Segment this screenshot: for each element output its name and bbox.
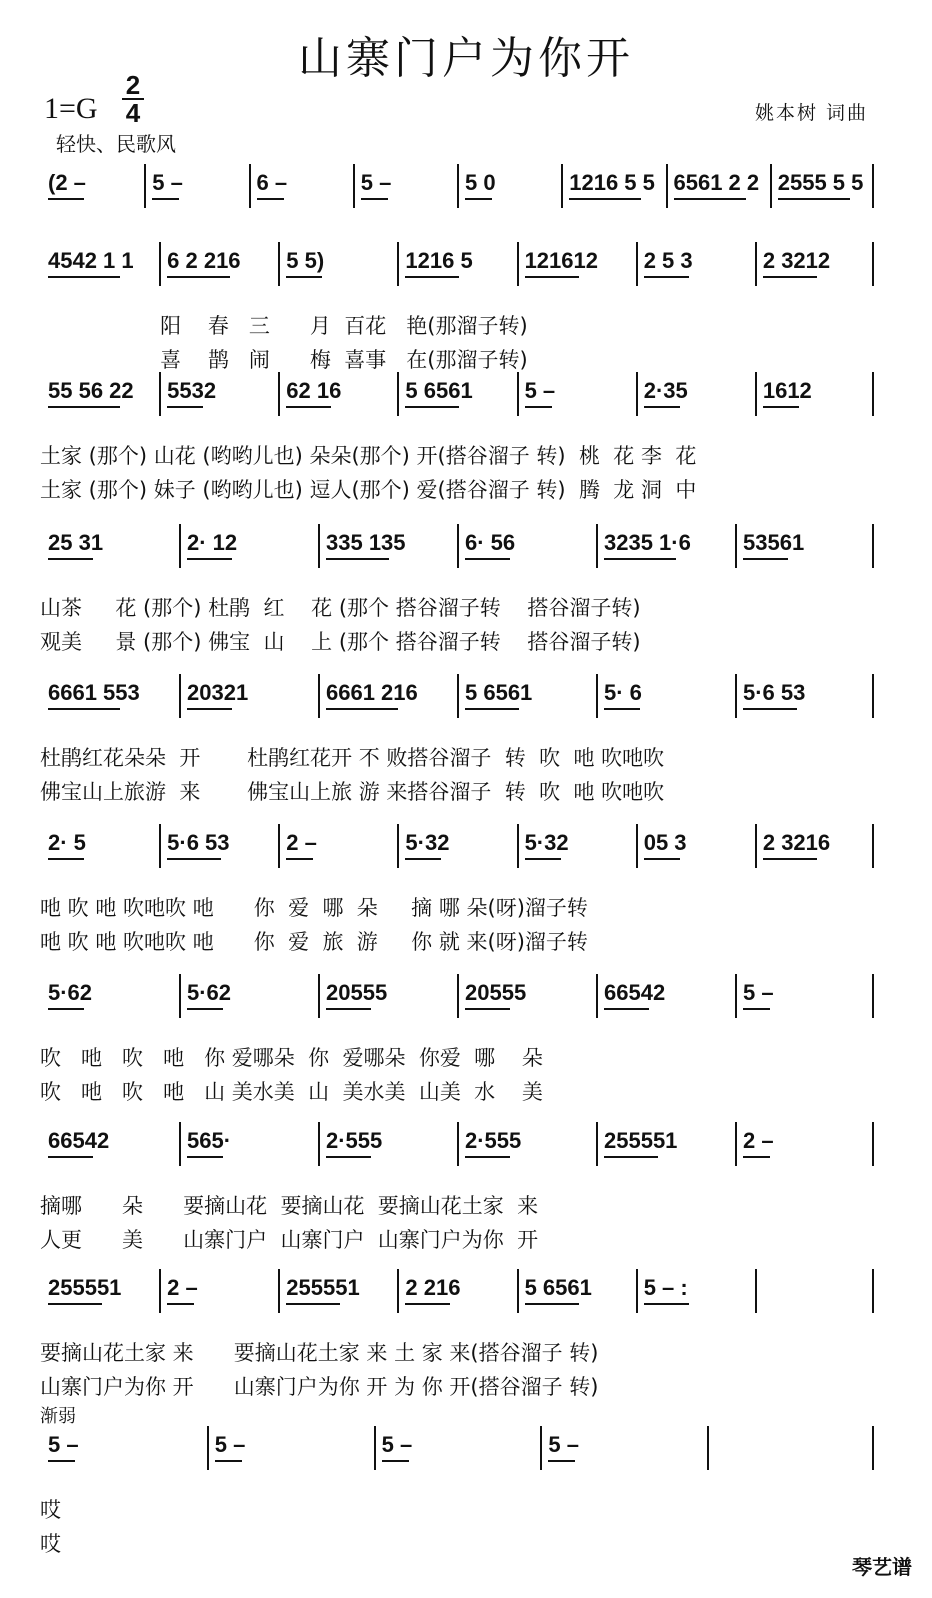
beam-line bbox=[465, 558, 510, 560]
measure: 6561 2 2 bbox=[673, 170, 760, 195]
beam-line bbox=[326, 1156, 371, 1158]
beam-line bbox=[286, 406, 331, 408]
lyric-line: 喜 鹊 闹 梅 喜事 在(那溜子转) bbox=[40, 348, 528, 372]
beam-line bbox=[743, 1008, 770, 1010]
score-system bbox=[40, 1275, 874, 1405]
lyric-line: 吹 吔 吹 吔 你 爱哪朵 你 爱哪朵 你爱 哪 朵 bbox=[40, 1046, 543, 1070]
time-signature bbox=[122, 72, 144, 126]
measure: 66542 bbox=[604, 980, 666, 1005]
lyric-line: 吔 吹 吔 吹吔吹 吔 你 爱 旅 游 你 就 来(呀)溜子转 bbox=[40, 930, 588, 954]
measure: 5 – bbox=[548, 1432, 579, 1457]
measure: 2·555 bbox=[465, 1128, 522, 1153]
bar-line bbox=[278, 824, 280, 868]
measure: 2555 5 5 bbox=[777, 170, 864, 195]
beam-line bbox=[604, 1008, 649, 1010]
bar-line bbox=[872, 1122, 874, 1166]
beam-line bbox=[525, 276, 579, 278]
watermark-logo: 琴艺谱 bbox=[852, 1555, 912, 1579]
beam-line bbox=[548, 1460, 575, 1462]
measure: 5 6561 bbox=[405, 378, 473, 403]
beam-line bbox=[326, 1008, 371, 1010]
measure: 2 216 bbox=[405, 1275, 461, 1300]
measure: 5· 6 bbox=[604, 680, 642, 705]
beam-line bbox=[405, 276, 459, 278]
beam-line bbox=[525, 406, 552, 408]
bar-line bbox=[872, 974, 874, 1018]
beam-line bbox=[286, 858, 313, 860]
measure: 255551 bbox=[604, 1128, 678, 1153]
beam-line bbox=[167, 276, 230, 278]
song-title: 山寨门户为你开 bbox=[298, 33, 634, 84]
bar-line bbox=[596, 974, 598, 1018]
lyric-line: 山寨门户为你 开 山寨门户为你 开 为 你 开(搭谷溜子 转) bbox=[40, 1375, 599, 1399]
bar-line bbox=[872, 1426, 874, 1470]
measure: 5 0 bbox=[465, 170, 496, 195]
measure: 3235 1·6 bbox=[604, 530, 691, 555]
notes-line bbox=[40, 1128, 874, 1168]
beam-line bbox=[405, 406, 459, 408]
beam-line bbox=[763, 406, 799, 408]
beam-line bbox=[405, 1303, 450, 1305]
beam-line bbox=[48, 1460, 75, 1462]
bar-line bbox=[278, 372, 280, 416]
lyric-line: 哎 bbox=[40, 1498, 61, 1522]
measure: 5 6561 bbox=[465, 680, 533, 705]
measure: 25 31 bbox=[48, 530, 104, 555]
bar-line bbox=[278, 242, 280, 286]
beam-line bbox=[48, 858, 84, 860]
beam-line bbox=[465, 708, 519, 710]
bar-line bbox=[707, 1426, 709, 1470]
bar-line bbox=[397, 242, 399, 286]
beam-line bbox=[286, 1303, 340, 1305]
beam-line bbox=[187, 1156, 223, 1158]
bar-line bbox=[278, 1269, 280, 1313]
bar-line bbox=[561, 164, 563, 208]
measure: 5 – bbox=[743, 980, 774, 1005]
bar-line bbox=[207, 1426, 209, 1470]
measure: 5·6 53 bbox=[743, 680, 806, 705]
bar-line bbox=[596, 524, 598, 568]
dynamic-marking: 渐弱 bbox=[40, 1406, 76, 1427]
bar-line bbox=[179, 524, 181, 568]
time-signature-bottom: 4 bbox=[125, 98, 141, 128]
beam-line bbox=[187, 708, 232, 710]
bar-line bbox=[517, 242, 519, 286]
beam-line bbox=[257, 198, 284, 200]
score-system bbox=[40, 980, 874, 1110]
beam-line bbox=[152, 198, 179, 200]
notes-line bbox=[40, 248, 874, 288]
bar-line bbox=[872, 1269, 874, 1313]
measure: 05 3 bbox=[643, 830, 687, 855]
measure: 6 – bbox=[256, 170, 288, 195]
bar-line bbox=[457, 1122, 459, 1166]
measure: 5·32 bbox=[405, 830, 450, 855]
beam-line bbox=[48, 1156, 93, 1158]
beam-line bbox=[48, 198, 84, 200]
bar-line bbox=[872, 242, 874, 286]
notes-line bbox=[40, 170, 874, 210]
measure: 2· 12 bbox=[187, 530, 238, 555]
measure: 5 5) bbox=[286, 248, 325, 273]
notes-line bbox=[40, 530, 874, 570]
measure: 5 – : bbox=[643, 1275, 688, 1300]
beam-line bbox=[361, 198, 388, 200]
lyric-line: 土家 (那个) 妹子 (哟哟儿也) 逗人(那个) 爱(搭谷溜子 转) 腾 龙 洞 中 bbox=[40, 478, 697, 502]
beam-line bbox=[743, 558, 788, 560]
measure: 1216 5 bbox=[405, 248, 473, 273]
notes-line bbox=[40, 680, 874, 720]
measure: 5·62 bbox=[48, 980, 93, 1005]
measure: 5·32 bbox=[524, 830, 569, 855]
beam-line bbox=[778, 198, 850, 200]
key-signature: 1=G bbox=[44, 92, 98, 125]
bar-line bbox=[144, 164, 146, 208]
measure: 62 16 bbox=[286, 378, 342, 403]
beam-line bbox=[326, 708, 398, 710]
score-system bbox=[40, 248, 874, 378]
bar-line bbox=[636, 1269, 638, 1313]
beam-line bbox=[763, 858, 817, 860]
measure: 1612 bbox=[762, 378, 812, 403]
measure: 2 – bbox=[286, 830, 317, 855]
measure: 1216 5 5 bbox=[569, 170, 655, 195]
bar-line bbox=[517, 1269, 519, 1313]
author-credit: 姚本树 词曲 bbox=[754, 102, 868, 124]
measure: 6 2 216 bbox=[167, 248, 241, 273]
bar-line bbox=[318, 974, 320, 1018]
lyric-line: 要摘山花土家 来 要摘山花土家 来 土 家 来(搭谷溜子 转) bbox=[40, 1341, 599, 1365]
bar-line bbox=[318, 1122, 320, 1166]
beam-line bbox=[569, 198, 641, 200]
bar-line bbox=[159, 1269, 161, 1313]
measure: 5532 bbox=[167, 378, 217, 403]
measure: 2 – bbox=[167, 1275, 198, 1300]
measure: 66542 bbox=[48, 1128, 110, 1153]
measure: 5 6561 bbox=[524, 1275, 592, 1300]
beam-line bbox=[48, 406, 120, 408]
bar-line bbox=[397, 824, 399, 868]
measure: 255551 bbox=[286, 1275, 360, 1300]
bar-line bbox=[666, 164, 668, 208]
measure: 2 3212 bbox=[762, 248, 831, 273]
measure: 565· bbox=[187, 1128, 232, 1153]
measure: 2 3216 bbox=[762, 830, 831, 855]
notes-line bbox=[40, 378, 874, 418]
measure: 20555 bbox=[326, 980, 388, 1005]
beam-line bbox=[525, 1303, 579, 1305]
measure: 5 – bbox=[360, 170, 392, 195]
lyric-line: 摘哪 朵 要摘山花 要摘山花 要摘山花土家 来 bbox=[40, 1194, 539, 1218]
bar-line bbox=[353, 164, 355, 208]
measure: 55 56 22 bbox=[48, 378, 134, 403]
bar-line bbox=[596, 1122, 598, 1166]
beam-line bbox=[48, 276, 120, 278]
bar-line bbox=[159, 824, 161, 868]
beam-line bbox=[48, 1008, 84, 1010]
beam-line bbox=[644, 858, 680, 860]
score-system bbox=[40, 530, 874, 660]
lyric-line: 吹 吔 吹 吔 山 美水美 山 美水美 山美 水 美 bbox=[40, 1080, 543, 1104]
lyric-line: 观美 景 (那个) 佛宝 山 上 (那个 搭谷溜子转 搭谷溜子转) bbox=[40, 630, 641, 654]
measure: 4542 1 1 bbox=[48, 248, 134, 273]
bar-line bbox=[159, 242, 161, 286]
bar-line bbox=[872, 674, 874, 718]
bar-line bbox=[735, 1122, 737, 1166]
bar-line bbox=[374, 1426, 376, 1470]
bar-line bbox=[770, 164, 772, 208]
bar-line bbox=[457, 974, 459, 1018]
beam-line bbox=[187, 558, 232, 560]
measure: 255551 bbox=[48, 1275, 122, 1300]
score-system bbox=[40, 1128, 874, 1258]
measure: 5 – bbox=[214, 1432, 246, 1457]
beam-line bbox=[644, 406, 680, 408]
measure: 5·6 53 bbox=[167, 830, 230, 855]
score-system bbox=[40, 830, 874, 960]
lyric-line: 哎 bbox=[40, 1532, 61, 1556]
measure: 2·555 bbox=[326, 1128, 383, 1153]
measure: 5 – bbox=[48, 1432, 79, 1457]
time-signature-top: 2 bbox=[125, 70, 141, 100]
bar-line bbox=[755, 1269, 757, 1313]
notes-line bbox=[40, 980, 874, 1020]
measure: 2· 5 bbox=[48, 830, 86, 855]
beam-line bbox=[167, 1303, 194, 1305]
score-system bbox=[40, 1406, 874, 1562]
beam-line bbox=[674, 198, 746, 200]
beam-line bbox=[382, 1460, 409, 1462]
bar-line bbox=[735, 674, 737, 718]
bar-line bbox=[755, 242, 757, 286]
bar-line bbox=[735, 974, 737, 1018]
measure: 6661 553 bbox=[48, 680, 140, 705]
bar-line bbox=[457, 164, 459, 208]
beam-line bbox=[644, 276, 689, 278]
bar-line bbox=[596, 674, 598, 718]
measure: 335 135 bbox=[326, 530, 406, 555]
measure: 20555 bbox=[465, 980, 527, 1005]
beam-line bbox=[465, 1008, 510, 1010]
bar-line bbox=[249, 164, 251, 208]
beam-line bbox=[405, 858, 441, 860]
beam-line bbox=[187, 1008, 223, 1010]
notes-line bbox=[40, 1432, 874, 1472]
lyric-line: 佛宝山上旅游 来 佛宝山上旅 游 来搭谷溜子 转 吹 吔 吹吔吹 bbox=[40, 780, 665, 804]
beam-line bbox=[326, 558, 389, 560]
measure: 5·62 bbox=[187, 980, 232, 1005]
bar-line bbox=[179, 674, 181, 718]
beam-line bbox=[48, 1303, 102, 1305]
beam-line bbox=[604, 1156, 658, 1158]
bar-line bbox=[397, 1269, 399, 1313]
lyric-line: 杜鹃红花朵朵 开 杜鹃红花开 不 败搭谷溜子 转 吹 吔 吹吔吹 bbox=[40, 746, 665, 770]
beam-line bbox=[604, 708, 640, 710]
bar-line bbox=[755, 824, 757, 868]
score-system bbox=[40, 378, 874, 508]
measure: 53561 bbox=[743, 530, 805, 555]
lyric-line: 人更 美 山寨门户 山寨门户 山寨门户为你 开 bbox=[40, 1228, 539, 1252]
bar-line bbox=[517, 824, 519, 868]
bar-line bbox=[540, 1426, 542, 1470]
beam-line bbox=[48, 558, 93, 560]
beam-line bbox=[286, 276, 322, 278]
measure: 2·35 bbox=[643, 378, 688, 403]
beam-line bbox=[167, 406, 203, 408]
notes-line bbox=[40, 1275, 874, 1315]
measure: 20321 bbox=[187, 680, 249, 705]
bar-line bbox=[872, 372, 874, 416]
lyric-line: 吔 吹 吔 吹吔吹 吔 你 爱 哪 朵 摘 哪 朵(呀)溜子转 bbox=[40, 896, 588, 920]
bar-line bbox=[872, 524, 874, 568]
bar-line bbox=[735, 524, 737, 568]
notes-line bbox=[40, 830, 874, 870]
bar-line bbox=[755, 372, 757, 416]
beam-line bbox=[763, 276, 817, 278]
measure: 5 – bbox=[381, 1432, 413, 1457]
bar-line bbox=[457, 674, 459, 718]
bar-line bbox=[397, 372, 399, 416]
bar-line bbox=[159, 372, 161, 416]
measure: (2 – bbox=[48, 170, 86, 195]
bar-line bbox=[179, 974, 181, 1018]
bar-line bbox=[636, 372, 638, 416]
lyric-line: 土家 (那个) 山花 (哟哟儿也) 朵朵(那个) 开(搭谷溜子 转) 桃 花 李 花 bbox=[40, 444, 697, 468]
beam-line bbox=[465, 198, 492, 200]
lyric-line: 山茶 花 (那个) 杜鹃 红 花 (那个 搭谷溜子转 搭谷溜子转) bbox=[40, 596, 641, 620]
score-system bbox=[40, 680, 874, 810]
beam-line bbox=[167, 858, 221, 860]
bar-line bbox=[636, 242, 638, 286]
beam-line bbox=[743, 1156, 770, 1158]
bar-line bbox=[318, 674, 320, 718]
measure: 6661 216 bbox=[326, 680, 418, 705]
tempo-marking: 轻快、民歌风 bbox=[56, 132, 176, 156]
beam-line bbox=[465, 1156, 510, 1158]
measure: 6· 56 bbox=[465, 530, 516, 555]
bar-line bbox=[179, 1122, 181, 1166]
measure: 2 5 3 bbox=[643, 248, 693, 273]
lyric-line: 阳 春 三 月 百花 艳(那溜子转) bbox=[40, 314, 528, 338]
beam-line bbox=[644, 1303, 689, 1305]
bar-line bbox=[517, 372, 519, 416]
beam-line bbox=[48, 708, 120, 710]
beam-line bbox=[215, 1460, 242, 1462]
beam-line bbox=[743, 708, 797, 710]
bar-line bbox=[872, 164, 874, 208]
bar-line bbox=[636, 824, 638, 868]
bar-line bbox=[457, 524, 459, 568]
measure: 2 – bbox=[743, 1128, 774, 1153]
beam-line bbox=[604, 558, 676, 560]
measure: 5 – bbox=[524, 378, 556, 403]
beam-line bbox=[525, 858, 561, 860]
measure: 121612 bbox=[524, 248, 598, 273]
bar-line bbox=[318, 524, 320, 568]
bar-line bbox=[872, 824, 874, 868]
measure: 5 – bbox=[152, 170, 183, 195]
